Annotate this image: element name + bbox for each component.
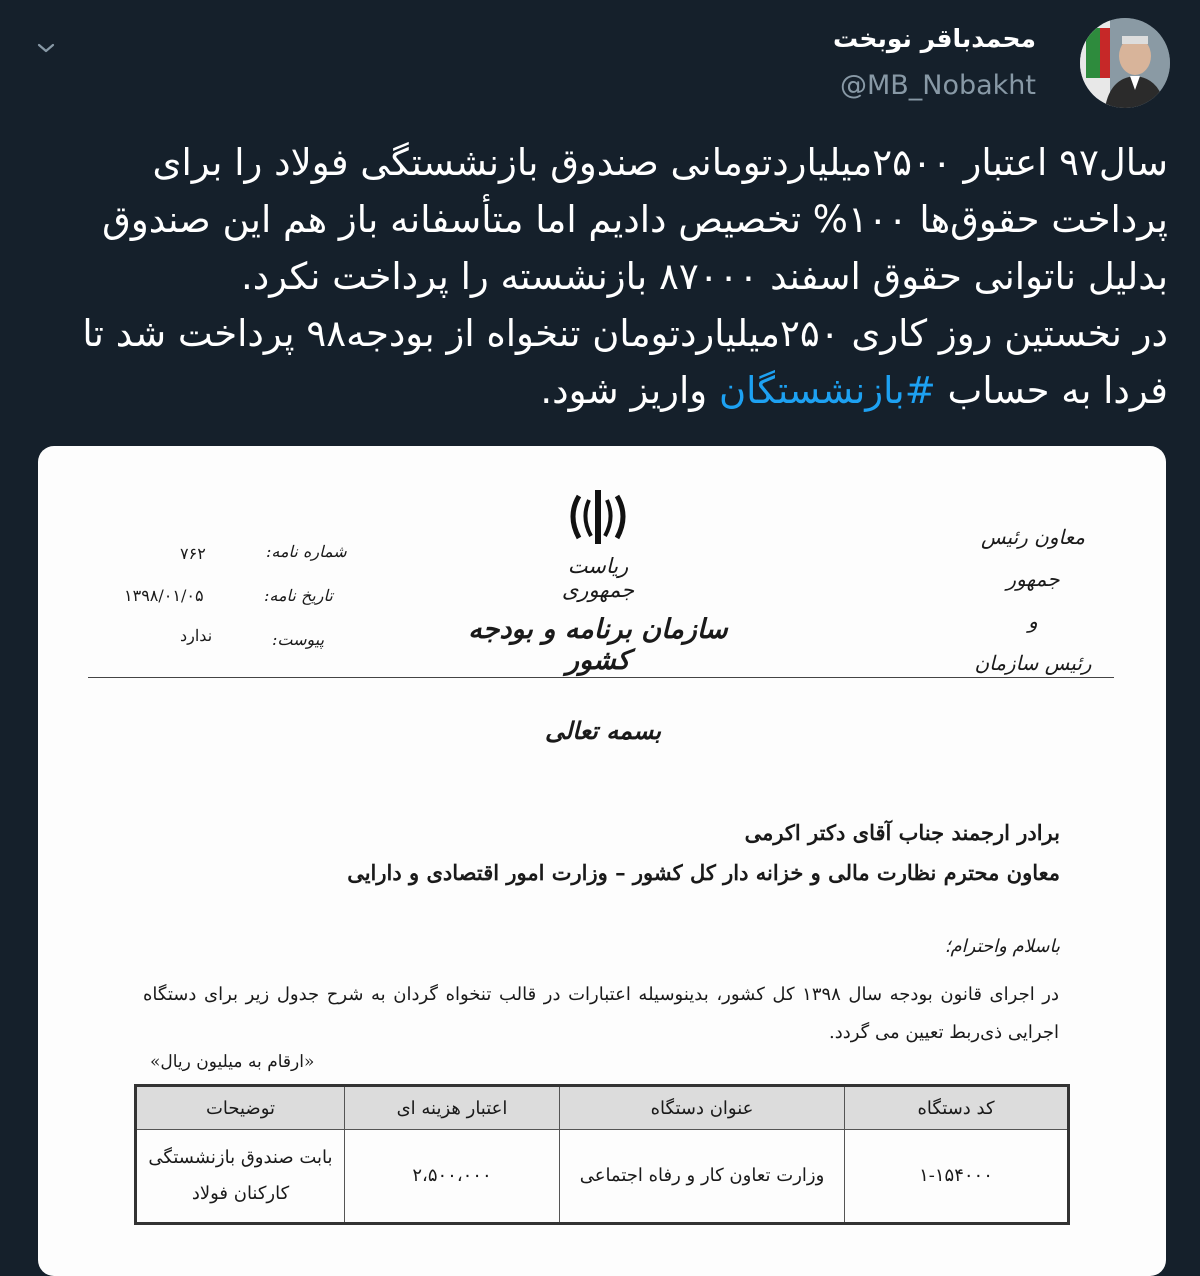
units-note: «ارقام به میلیون ریال» — [150, 1052, 315, 1072]
salutation: باسلام واحترام؛ — [944, 936, 1060, 957]
table-cell-description — [136, 1130, 345, 1224]
description-line: کارکنان فولاد — [191, 1183, 290, 1204]
letterhead-divider — [88, 677, 1114, 678]
hashtag-link[interactable]: #بازنشستگان — [718, 369, 936, 412]
table-header-cell: عنوان دستگاه — [560, 1086, 845, 1130]
letterhead-presidency: ریاست جمهوری — [561, 554, 635, 602]
tweet-line: پرداخت حقوق‌ها ۱۰۰% تخصیص دادیم اما متأسفانه باز هم این صندوق — [102, 198, 1168, 241]
bismillah: بسمه تعالی — [544, 716, 662, 745]
author-handle[interactable]: @MB_Nobakht — [839, 70, 1036, 101]
chevron-down-icon[interactable] — [34, 36, 58, 60]
table-cell-amount: ۲،۵۰۰،۰۰۰ — [345, 1130, 560, 1224]
tweet-line: در نخستین روز کاری ۲۵۰میلیاردتومان تنخواه از بودجه۹۸ پرداخت شد تا — [82, 312, 1168, 355]
description-line: بابت صندوق بازنشستگی — [148, 1147, 333, 1168]
avatar[interactable] — [1080, 18, 1170, 108]
signatory-line: رئیس سازمان — [974, 651, 1092, 675]
avatar-photo-icon — [1080, 18, 1170, 108]
table-cell-code: ۱-۱۵۴۰۰۰ — [845, 1130, 1069, 1224]
signatory-title — [968, 516, 1098, 684]
allocation-table — [134, 1084, 1070, 1225]
tweet-line — [34, 362, 1168, 419]
table-row — [136, 1130, 1069, 1224]
tweet-text — [34, 134, 1168, 419]
table-header-cell: اعتبار هزینه ای — [345, 1086, 560, 1130]
letter-attachment-value: ندارد — [180, 626, 213, 645]
signatory-line: و — [1028, 609, 1038, 633]
tweet-media-image[interactable] — [38, 446, 1166, 1276]
table-header-cell: کد دستگاه — [845, 1086, 1069, 1130]
table-cell-title: وزارت تعاون کار و رفاه اجتماعی — [560, 1130, 845, 1224]
letter-date-value: ۱۳۹۸/۰۱/۰۵ — [124, 586, 204, 605]
tweet-text-fragment: واریز شود. — [540, 369, 719, 412]
addressee-name: برادر ارجمند جناب آقای دکتر اکرمی — [744, 820, 1060, 845]
signatory-line: معاون رئیس جمهور — [981, 525, 1085, 591]
letter-body: در اجرای قانون بودجه سال ۱۳۹۸ کل کشور، بدینوسیله اعتبارات در قالب تنخواه گردان به شرح جدول زیر برای دستگاه اجرایی ذی‌ربط تعیین می گردد. — [143, 984, 1060, 1043]
table-header-row — [136, 1086, 1069, 1130]
letterhead-organization: سازمان برنامه و بودجه کشور — [468, 614, 728, 676]
letter-date-label: تاریخ نامه: — [264, 586, 333, 605]
author-name[interactable]: محمدباقر نوبخت — [832, 24, 1036, 53]
tweet-line: بدلیل ناتوانی حقوق اسفند ۸۷۰۰۰ بازنشسته را پرداخت نکرد. — [240, 255, 1168, 298]
table-header-cell: توضیحات — [136, 1086, 345, 1130]
letter-number-value: ۷۶۲ — [180, 544, 206, 563]
tweet-line: سال۹۷ اعتبار ۲۵۰۰میلیاردتومانی صندوق بازنشستگی فولاد را برای — [152, 141, 1168, 184]
addressee-title: معاون محترم نظارت مالی و خزانه دار کل کشور – وزارت امور اقتصادی و دارایی — [347, 860, 1060, 885]
iran-emblem-icon — [565, 486, 631, 548]
letter-number-label: شماره نامه: — [266, 542, 347, 561]
tweet-text-fragment: فردا به حساب — [935, 369, 1168, 412]
letter-attachment-label: پیوست: — [272, 630, 325, 649]
